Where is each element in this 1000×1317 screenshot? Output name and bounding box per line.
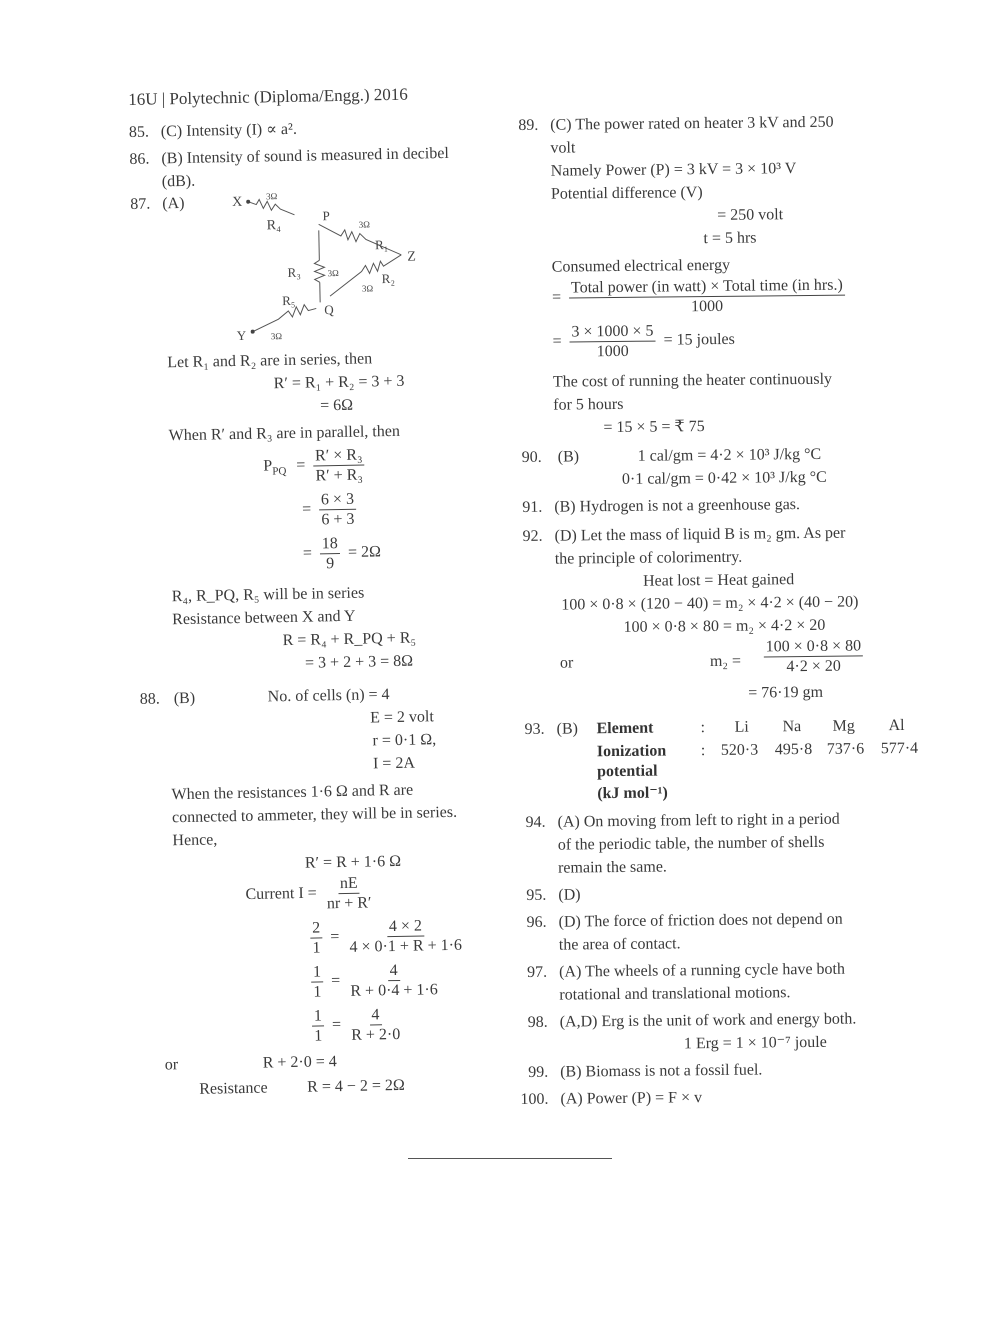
current-formula-row xyxy=(143,871,524,922)
question-number: 99. xyxy=(528,1063,549,1081)
question-number: 91. xyxy=(522,498,543,516)
equals-sign: = xyxy=(301,500,312,518)
numerator: 2 xyxy=(310,918,322,938)
denominator: 1 xyxy=(313,983,322,1001)
value-mg: 737·6 xyxy=(826,740,865,758)
answer-text: (D) xyxy=(558,886,581,904)
label-r1-value: 3Ω xyxy=(358,219,370,230)
answer-option: (B) xyxy=(173,689,196,708)
answer-89-line: Consumed electrical energy xyxy=(551,256,731,276)
answer-88-resistance-row xyxy=(147,1072,527,1105)
ratio-row xyxy=(146,1003,527,1054)
numerator: 4 xyxy=(369,1005,381,1025)
question-number: 90. xyxy=(521,448,542,466)
answer-85 xyxy=(129,114,509,144)
unit-label: (kJ mol⁻¹) xyxy=(597,784,668,803)
colon: : xyxy=(700,742,706,760)
answer-text: (A,D) Erg is the unit of work and energy both. xyxy=(559,1010,857,1031)
conversion-line: 1 cal/gm = 4·2 × 10³ J/kg °C xyxy=(637,445,822,465)
footer-divider xyxy=(408,1158,612,1159)
answer-92-line: = 76·19 gm xyxy=(748,683,824,702)
resistor-r5-zigzag xyxy=(252,304,316,331)
denominator: 1000 xyxy=(596,342,629,361)
answer-88-line: E = 2 volt xyxy=(369,708,434,727)
element-al: Al xyxy=(888,716,905,735)
answer-89-line: volt xyxy=(550,139,576,157)
fraction xyxy=(320,534,341,573)
label-r5-value: 3Ω xyxy=(270,331,283,342)
colon: : xyxy=(700,719,706,737)
question-number: 92. xyxy=(522,527,543,545)
fraction xyxy=(319,490,357,530)
answer-option: (B) xyxy=(557,448,580,466)
label-y: Y xyxy=(236,327,247,343)
denominator: 1000 xyxy=(690,297,724,316)
answer-text: (C) Intensity (I) ∝ a². xyxy=(160,120,298,141)
answer-89-line: The cost of running the heater continuously xyxy=(552,370,833,391)
denominator: 4·2 × 20 xyxy=(786,657,841,676)
numerator: Total power (in watt) × Total time (in hrs.) xyxy=(569,276,845,299)
label-r4-value: 3Ω xyxy=(266,191,278,202)
numerator: R′ × R₃ xyxy=(313,446,365,467)
resistance-value: R = 4 − 2 = 2Ω xyxy=(307,1076,406,1096)
fraction xyxy=(569,276,845,318)
answer-87-line: R = R₄ + R_PQ + R₅ xyxy=(282,629,417,650)
numerator: 4 × 2 xyxy=(387,916,424,937)
answer-89-line: for 5 hours xyxy=(553,395,624,414)
denominator: nr + R′ xyxy=(326,894,372,913)
label-r1: R₁ xyxy=(374,237,389,253)
terminal-x-dot xyxy=(246,200,250,204)
numerator: 18 xyxy=(320,534,340,554)
value-al: 577·4 xyxy=(880,739,919,758)
equals-sign: = xyxy=(330,928,340,946)
equals-sign: = xyxy=(331,1016,342,1034)
resistor-network-diagram xyxy=(210,189,513,345)
numerator: 100 × 0·8 × 80 xyxy=(764,636,864,657)
question-number: 89. xyxy=(518,116,539,134)
answer-93 xyxy=(525,717,926,805)
denominator: 9 xyxy=(326,555,335,573)
equation: R + 2·0 = 4 xyxy=(262,1053,337,1072)
answer-text: (C) The power rated on heater 3 kV and 250 xyxy=(550,113,834,134)
numerator: nE xyxy=(338,874,360,894)
answer-text: (D) The force of friction does not depend on xyxy=(558,910,843,931)
resistor-r4-zigzag xyxy=(248,199,294,216)
numerator: 3 × 1000 × 5 xyxy=(569,322,655,343)
equals-sign: = xyxy=(296,456,306,475)
answer-87-ppq-row xyxy=(135,443,516,494)
question-number: 87. xyxy=(130,195,151,213)
question-number: 88. xyxy=(139,690,160,708)
denominator: R + 2·0 xyxy=(351,1025,401,1044)
answer-text: (D) Let the mass of liquid B is m₂ gm. As per xyxy=(554,524,846,545)
answer-option: (B) xyxy=(556,720,579,738)
denominator: 4 × 0·1 + R + 1·6 xyxy=(349,936,463,956)
cells-line: No. of cells (n) = 4 xyxy=(267,686,390,706)
denominator: R′ + R₃ xyxy=(315,466,364,485)
answer-92-line: Heat lost = Heat gained xyxy=(642,571,795,590)
answer-text: (B) Hydrogen is not a greenhouse gas. xyxy=(554,496,801,516)
result: = 15 joules xyxy=(663,330,735,349)
label-z: Z xyxy=(407,249,417,265)
question-number: 94. xyxy=(525,813,546,831)
answer-89-line: t = 5 hrs xyxy=(703,229,757,248)
numerator: 1 xyxy=(311,962,323,982)
or-word: or xyxy=(559,654,574,672)
m2-label: m₂ = xyxy=(709,652,742,671)
or-word: or xyxy=(164,1056,179,1074)
label-p: P xyxy=(322,208,330,224)
result: = 2Ω xyxy=(347,543,382,562)
question-number: 93. xyxy=(524,720,545,738)
denominator: 1 xyxy=(312,939,321,957)
terminal-y-dot xyxy=(251,330,255,334)
question-number: 95. xyxy=(526,886,547,904)
label-q: Q xyxy=(324,302,334,318)
answer-86-cont: (dB). xyxy=(161,172,196,191)
answer-89-line: Potential difference (V) xyxy=(550,184,703,203)
equals-sign: = xyxy=(302,544,313,562)
element-na: Na xyxy=(782,718,802,736)
answer-88-line: connected to ammeter, they will be in series. xyxy=(171,803,458,827)
label-x: X xyxy=(232,194,243,211)
numerator: 6 × 3 xyxy=(319,490,356,511)
right-column xyxy=(518,96,929,1111)
mass-formula-row xyxy=(524,636,924,684)
answer-option: (A) xyxy=(162,194,185,213)
answer-87-row xyxy=(137,531,518,582)
ratio-row xyxy=(145,959,526,1010)
value-li: 520·3 xyxy=(720,741,759,759)
answer-92-line: 100 × 0·8 × (120 − 40) = m₂ × 4·2 × (40 − 20) xyxy=(561,593,859,614)
answer-88-line: I = 2A xyxy=(372,754,416,773)
left-column xyxy=(128,81,527,1105)
label-r4: R₄ xyxy=(266,218,282,234)
question-number: 96. xyxy=(526,913,547,931)
fraction xyxy=(348,960,440,1001)
equals-sign: = xyxy=(551,288,562,306)
energy-value-row xyxy=(520,319,920,367)
fraction xyxy=(310,918,323,957)
answer-94-line: of the periodic table, the number of shells xyxy=(557,833,825,854)
answer-88-line: When the resistances 1·6 Ω and R are xyxy=(171,781,414,804)
answer-92-line: 100 × 0·8 × 80 = m₂ × 4·2 × 20 xyxy=(623,616,826,636)
question-number: 86. xyxy=(129,150,150,168)
equals-sign: = xyxy=(331,972,341,990)
wire-p-r3 xyxy=(319,230,320,260)
answer-89-line: = 250 volt xyxy=(717,206,784,224)
numerator: 4 xyxy=(388,961,400,981)
resistor-r3-zigzag xyxy=(314,260,324,282)
answer-88-line: Hence, xyxy=(172,831,218,850)
label-r2: R₂ xyxy=(381,270,396,287)
answer-87-diagram-block xyxy=(130,189,513,346)
answer-100 xyxy=(520,1084,928,1111)
answer-text: (A) The wheels of a running cycle have both xyxy=(559,960,846,981)
label-r2-value: 3Ω xyxy=(361,283,374,294)
equals-sign: = xyxy=(552,332,562,350)
answer-87-line: R′ = R₁ + R₂ = 3 + 3 xyxy=(273,372,405,393)
answer-87-line: = 3 + 2 + 3 = 8Ω xyxy=(304,652,414,672)
potential-label: potential xyxy=(596,762,658,781)
value-na: 495·8 xyxy=(774,740,813,759)
answer-89-line: Namely Power (P) = 3 kV = 3 × 10³ V xyxy=(550,160,797,180)
question-number: 98. xyxy=(527,1013,548,1031)
answer-87-row xyxy=(136,487,517,538)
element-label: Element xyxy=(596,719,654,738)
denominator: 1 xyxy=(314,1027,323,1045)
fraction xyxy=(764,636,864,676)
answer-88-line: r = 0·1 Ω, xyxy=(372,731,437,750)
answer-87-line: R₄, R_PQ, R₅ will be in series xyxy=(171,584,365,606)
resistance-label: Resistance xyxy=(199,1079,268,1098)
question-number: 100. xyxy=(520,1090,549,1109)
denominator: R + 0·4 + 1·6 xyxy=(350,981,438,1000)
element-li: Li xyxy=(734,718,749,736)
answer-text: (B) Biomass is not a fossil fuel. xyxy=(560,1061,763,1081)
answer-97-line: rotational and translational motions. xyxy=(559,984,791,1004)
answer-text: (B) Intensity of sound is measured in decibel xyxy=(161,144,449,168)
answer-text: (A) Power (P) = F × v xyxy=(560,1089,703,1108)
fraction xyxy=(311,962,324,1001)
answer-94-line: remain the same. xyxy=(557,858,667,877)
fraction xyxy=(569,322,655,362)
fraction xyxy=(324,873,373,913)
answer-96-line: the area of contact. xyxy=(558,935,681,954)
answer-87-line: = 6Ω xyxy=(319,396,354,415)
energy-formula-row xyxy=(520,275,920,323)
denominator: 6 + 3 xyxy=(321,510,355,529)
fraction xyxy=(349,1005,403,1045)
fraction xyxy=(347,916,464,957)
fraction xyxy=(313,446,365,486)
answer-98-line: 1 Erg = 1 × 10⁻⁷ joule xyxy=(683,1033,827,1053)
ppq-symbol: P xyxy=(263,457,273,475)
ionization-label: Ionization xyxy=(596,742,667,761)
label-r5: R₅ xyxy=(281,292,296,309)
ratio-row xyxy=(144,915,525,966)
label-r3: R₃ xyxy=(287,264,301,280)
question-number: 85. xyxy=(128,123,150,141)
answer-89-line: = 15 × 5 = ₹ 75 xyxy=(603,418,705,437)
label-r3-value: 3Ω xyxy=(327,267,339,279)
answer-87-line: When R′ and R₃ are in parallel, then xyxy=(168,422,401,445)
answer-text: (A) On moving from left to right in a period xyxy=(557,810,840,831)
answer-90-line: 0·1 cal/gm = 0·42 × 10³ J/kg °C xyxy=(621,468,827,488)
answer-92-line: the principle of colorimentry. xyxy=(554,548,743,568)
answer-95 xyxy=(526,880,926,907)
question-number: 97. xyxy=(527,963,548,981)
answer-91 xyxy=(522,492,922,519)
answer-88-line: R′ = R + 1·6 Ω xyxy=(304,852,402,872)
numerator: 1 xyxy=(312,1006,324,1026)
answer-99 xyxy=(528,1057,928,1084)
element-mg: Mg xyxy=(832,717,855,735)
ppq-subscript: PQ xyxy=(272,465,287,478)
page-header: 16U | Polytechnic (Diploma/Engg.) 2016 xyxy=(128,84,408,109)
fraction xyxy=(312,1006,325,1045)
current-label: Current I = xyxy=(245,884,317,904)
answer-87-line: Let R₁ and R₂ are in series, then xyxy=(167,350,373,372)
answer-87-line: Resistance between X and Y xyxy=(172,607,356,629)
